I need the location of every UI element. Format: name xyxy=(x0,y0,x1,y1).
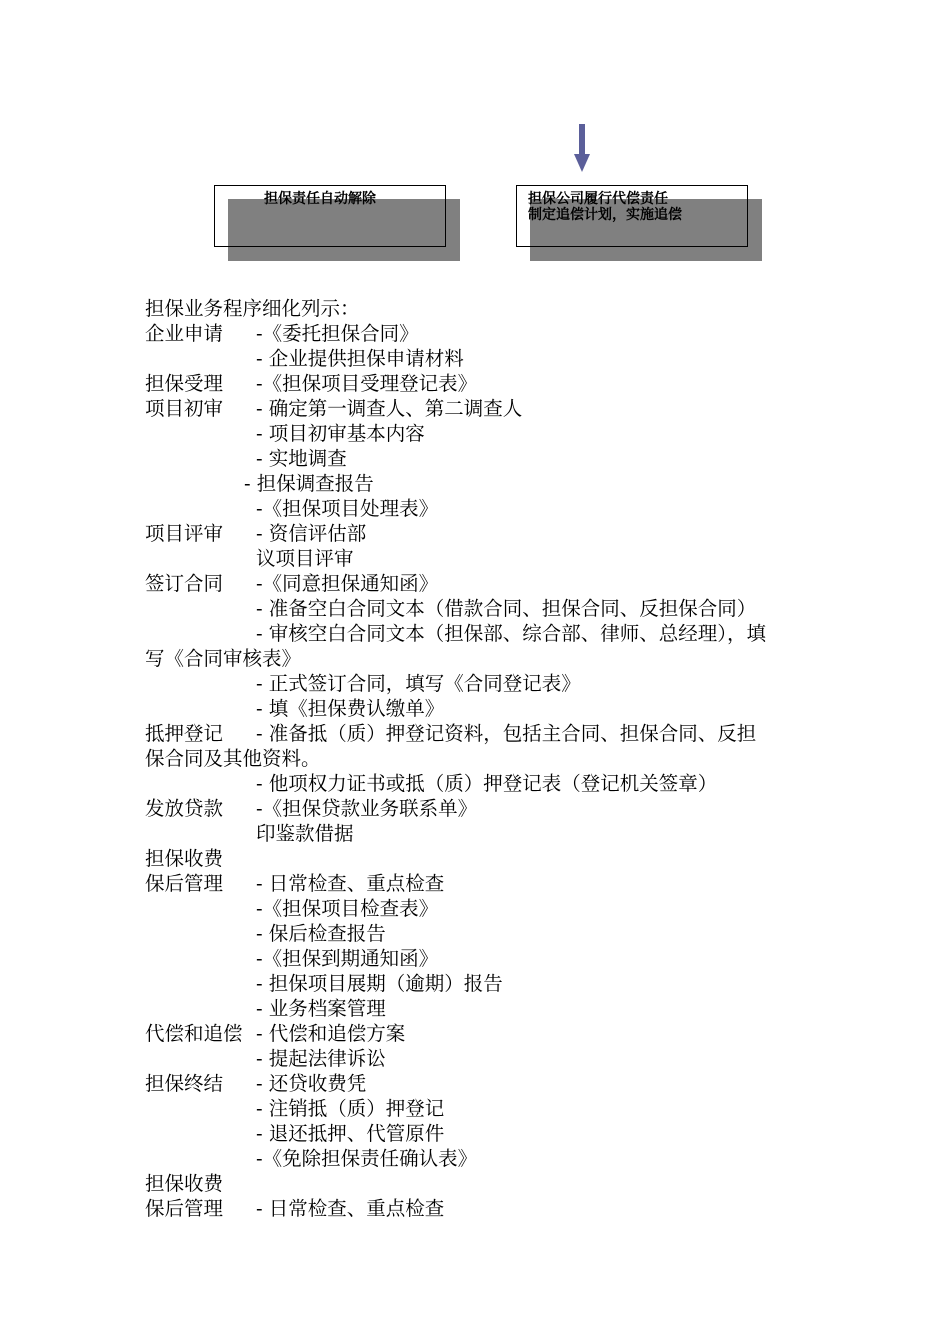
step-title: 保后管理 xyxy=(145,872,224,895)
step-title: 企业申请 xyxy=(145,322,224,345)
step-detail: - 提起法律诉讼 xyxy=(256,1047,386,1070)
step-detail: -《同意担保通知函》 xyxy=(256,572,439,595)
step-detail: - 实地调查 xyxy=(256,447,347,470)
step-title: 担保终结 xyxy=(145,1072,224,1095)
step-detail: - 还贷收费凭 xyxy=(256,1072,367,1095)
step-detail: - 退还抵押、代管原件 xyxy=(256,1122,445,1145)
step-title: 保合同及其他资料。 xyxy=(145,747,321,770)
step-title: 发放贷款 xyxy=(145,797,224,820)
step-title: 代偿和追偿 xyxy=(145,1022,243,1045)
step-detail: - 注销抵（质）押登记 xyxy=(256,1097,445,1120)
step-detail: - 保后检查报告 xyxy=(256,922,386,945)
step-title: 担保收费 xyxy=(145,1172,224,1195)
step-detail: - 准备空白合同文本（借款合同、担保合同、反担保合同） xyxy=(256,597,757,620)
step-detail: -《担保到期通知函》 xyxy=(256,947,439,970)
step-detail: -《担保项目检查表》 xyxy=(256,897,439,920)
box-label: 担保责任自动解除 xyxy=(264,191,376,207)
step-detail: - 企业提供担保申请材料 xyxy=(256,347,464,370)
step-detail: - 项目初审基本内容 xyxy=(256,422,425,445)
step-detail: - 确定第一调查人、第二调查人 xyxy=(256,397,523,420)
step-title: 写《合同审核表》 xyxy=(145,647,302,670)
step-detail: -《委托担保合同》 xyxy=(256,322,419,345)
flowchart-box-guarantee-released xyxy=(214,185,446,247)
step-detail: - 正式签订合同，填写《合同登记表》 xyxy=(256,672,581,695)
step-title: 担保收费 xyxy=(145,847,224,870)
step-title: 保后管理 xyxy=(145,1197,224,1220)
step-detail: - 代偿和追偿方案 xyxy=(256,1022,406,1045)
step-detail: 印鉴款借据 xyxy=(256,822,354,845)
step-detail: - 担保调查报告 xyxy=(244,472,374,495)
step-detail: - 担保项目展期（逾期）报告 xyxy=(256,972,503,995)
step-detail: -《免除担保责任确认表》 xyxy=(256,1147,478,1170)
step-detail: -《担保项目处理表》 xyxy=(256,497,439,520)
step-detail: - 他项权力证书或抵（质）押登记表（登记机关签章） xyxy=(256,772,718,795)
step-detail: -《担保贷款业务联系单》 xyxy=(256,797,478,820)
step-title: 项目初审 xyxy=(145,397,224,420)
step-detail: - 日常检查、重点检查 xyxy=(256,1197,445,1220)
step-title: 项目评审 xyxy=(145,522,224,545)
box-label: 担保公司履行代偿责任 制定追偿计划，实施追偿 xyxy=(528,191,682,223)
step-detail: - 填《担保费认缴单》 xyxy=(256,697,445,720)
step-detail: - 资信评估部 xyxy=(256,522,367,545)
down-arrow-icon xyxy=(574,124,590,172)
step-detail: - 准备抵（质）押登记资料，包括主合同、担保合同、反担 xyxy=(256,722,757,745)
step-detail: - 业务档案管理 xyxy=(256,997,386,1020)
step-detail: -《担保项目受理登记表》 xyxy=(256,372,478,395)
step-detail: 议项目评审 xyxy=(256,547,354,570)
list-heading: 担保业务程序细化列示： xyxy=(145,297,360,320)
step-title: 担保受理 xyxy=(145,372,224,395)
step-title: 签订合同 xyxy=(145,572,224,595)
step-detail: - 日常检查、重点检查 xyxy=(256,872,445,895)
step-detail: - 审核空白合同文本（担保部、综合部、律师、总经理），填 xyxy=(256,622,767,645)
flowchart-box-compensation xyxy=(516,185,748,247)
step-title: 抵押登记 xyxy=(145,722,224,745)
